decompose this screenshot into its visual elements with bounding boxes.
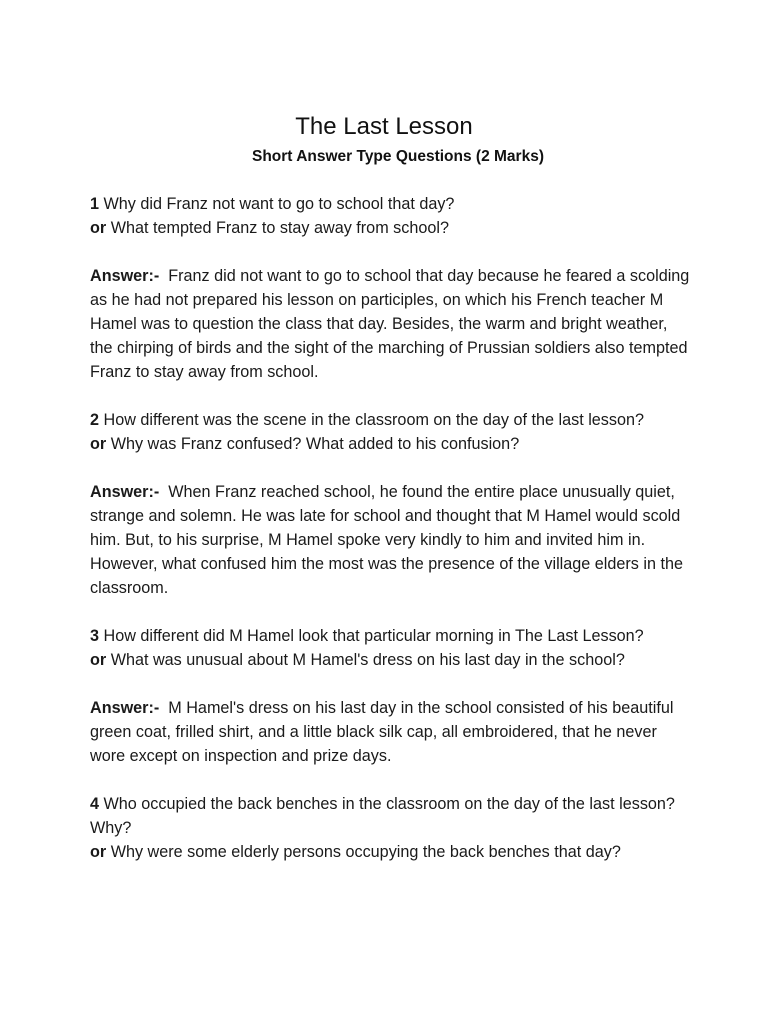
alt-question-line bbox=[90, 216, 690, 240]
question-block-4 bbox=[90, 792, 690, 864]
answer-text: M Hamel's dress on his last day in the school consisted of his beautiful green coat, frilled shirt, and a little black silk cap, all embroidered, that he never wore except on inspection and prize days. bbox=[90, 699, 674, 765]
question-block-2 bbox=[90, 408, 690, 456]
question-text: How different was the scene in the classroom on the day of the last lesson? bbox=[103, 411, 645, 429]
question-text: Who occupied the back benches in the classroom on the day of the last lesson? Why? bbox=[90, 795, 675, 837]
question-text: Why did Franz not want to go to school that day? bbox=[103, 195, 455, 213]
question-text: How different did M Hamel look that particular morning in The Last Lesson? bbox=[103, 627, 644, 645]
question-number: 4 bbox=[90, 795, 100, 813]
answer-paragraph bbox=[90, 264, 690, 384]
answer-label: Answer:- bbox=[90, 483, 160, 501]
answer-label: Answer:- bbox=[90, 267, 160, 285]
page-subtitle: Short Answer Type Questions (2 Marks) bbox=[252, 148, 544, 165]
question-line bbox=[90, 792, 690, 840]
question-number: 1 bbox=[90, 195, 100, 213]
or-label: or bbox=[90, 435, 107, 453]
answer-paragraph bbox=[90, 696, 690, 768]
qa-content bbox=[90, 192, 690, 888]
answer-text: Franz did not want to go to school that day because he feared a scolding as he had not prepared his lesson on participles, on which his French teacher M Hamel was to question the class that day. Besides, the warm and bright weather, the chirping of birds and the sight of the marching of Prussian soldiers also tempted Franz to stay away from school. bbox=[90, 267, 690, 381]
question-block-3 bbox=[90, 624, 690, 672]
alt-question-text: Why were some elderly persons occupying the back benches that day? bbox=[110, 843, 621, 861]
answer-text: When Franz reached school, he found the entire place unusually quiet, strange and solemn. He was late for school and thought that M Hamel would scold him. But, to his surprise, M Hamel spoke very kindly to him and invited him in. However, what confused him the most was the presence of the village elders in the classroom. bbox=[90, 483, 683, 597]
question-number: 3 bbox=[90, 627, 100, 645]
or-label: or bbox=[90, 843, 107, 861]
answer-label: Answer:- bbox=[90, 699, 160, 717]
question-line bbox=[90, 624, 690, 648]
answer-block-1 bbox=[90, 264, 690, 384]
alt-question-line bbox=[90, 648, 690, 672]
alt-question-line bbox=[90, 432, 690, 456]
answer-block-2 bbox=[90, 480, 690, 600]
answer-block-3 bbox=[90, 696, 690, 768]
or-label: or bbox=[90, 651, 107, 669]
alt-question-text: What tempted Franz to stay away from school? bbox=[110, 219, 449, 237]
alt-question-text: Why was Franz confused? What added to his confusion? bbox=[110, 435, 520, 453]
alt-question-text: What was unusual about M Hamel's dress on his last day in the school? bbox=[110, 651, 625, 669]
answer-paragraph bbox=[90, 480, 690, 600]
question-block-1 bbox=[90, 192, 690, 240]
alt-question-line bbox=[90, 840, 690, 864]
question-line bbox=[90, 192, 690, 216]
or-label: or bbox=[90, 219, 107, 237]
page-title: The Last Lesson bbox=[295, 113, 473, 140]
question-number: 2 bbox=[90, 411, 100, 429]
question-line bbox=[90, 408, 690, 432]
